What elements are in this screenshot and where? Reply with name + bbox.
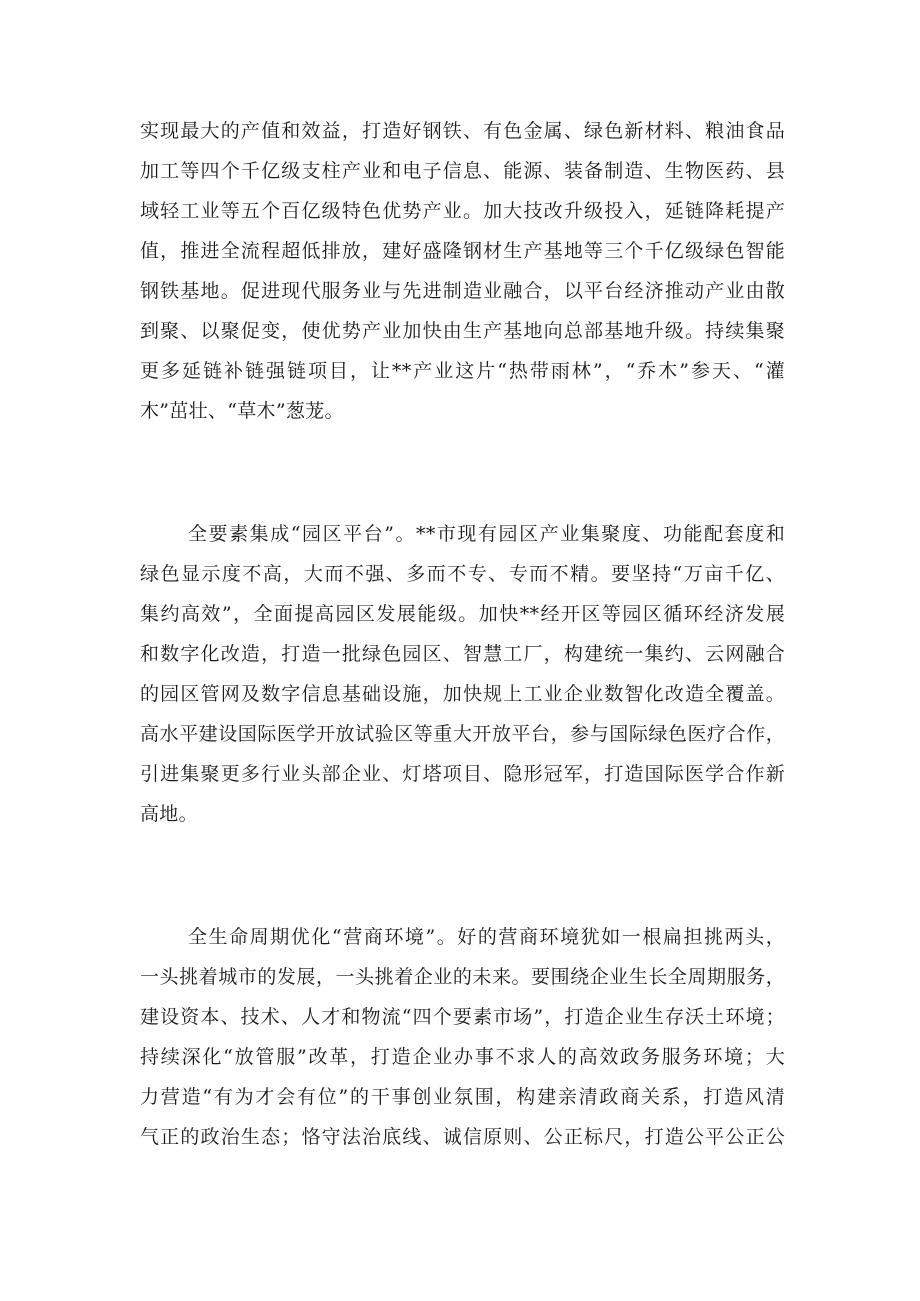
text-line: 气正的政治生态；恪守法治底线、诚信原则、公正标尺，打造公平公正公 bbox=[140, 1126, 785, 1148]
text-line: 域轻工业等五个百亿级特色优势产业。加大技改升级投入，延链降耗提产 bbox=[140, 200, 785, 222]
text-line: 值，推进全流程超低排放，建好盛隆钢材生产基地等三个千亿级绿色智能 bbox=[140, 240, 785, 262]
text-line: 一头挑着城市的发展，一头挑着企业的未来。要围绕企业生长全周期服务， bbox=[140, 966, 785, 988]
text-line: 绿色显示度不高，大而不强、多而不专、专而不精。要坚持“万亩千亿、 bbox=[140, 563, 785, 585]
paragraph-park-platform bbox=[140, 514, 785, 834]
text-line: 的园区管网及数字信息基础设施，加快规上工业企业数智化改造全覆盖。 bbox=[140, 683, 785, 705]
text-line: 集约高效”，全面提高园区发展能级。加快**经开区等园区循环经济发展 bbox=[140, 603, 785, 625]
paragraph-business-environment bbox=[140, 917, 785, 1157]
text-line: 引进集聚更多行业头部企业、灯塔项目、隐形冠军，打造国际医学合作新 bbox=[140, 763, 785, 785]
text-line: 高水平建设国际医学开放试验区等重大开放平台，参与国际绿色医疗合作， bbox=[140, 723, 785, 745]
text-line: 钢铁基地。促进现代服务业与先进制造业融合，以平台经济推动产业由散 bbox=[140, 280, 785, 302]
text-line: 更多延链补链强链项目，让**产业这片“热带雨林”，“乔木”参天、“灌 bbox=[140, 360, 785, 382]
text-line: 持续深化“放管服”改革，打造企业办事不求人的高效政务服务环境；大 bbox=[140, 1046, 785, 1068]
text-line: 全要素集成“园区平台”。**市现有园区产业集聚度、功能配套度和 bbox=[188, 523, 785, 545]
text-line: 实现最大的产值和效益，打造好钢铁、有色金属、绿色新材料、粮油食品 bbox=[140, 120, 785, 142]
text-line: 全生命周期优化“营商环境”。好的营商环境犹如一根扁担挑两头， bbox=[188, 926, 785, 948]
text-line: 建设资本、技术、人才和物流“四个要素市场”，打造企业生存沃土环境； bbox=[140, 1006, 785, 1028]
text-line: 力营造“有为才会有位”的干事创业氛围，构建亲清政商关系，打造风清 bbox=[140, 1086, 785, 1108]
paragraph-industry bbox=[140, 111, 785, 431]
text-line: 和数字化改造，打造一批绿色园区、智慧工厂，构建统一集约、云网融合 bbox=[140, 643, 785, 665]
text-line: 到聚、以聚促变，使优势产业加快由生产基地向总部基地升级。持续集聚 bbox=[140, 320, 785, 342]
text-line: 加工等四个千亿级支柱产业和电子信息、能源、装备制造、生物医药、县 bbox=[140, 160, 785, 182]
text-line: 木”茁壮、“草木”葱茏。 bbox=[140, 400, 344, 422]
text-line: 高地。 bbox=[140, 803, 198, 825]
